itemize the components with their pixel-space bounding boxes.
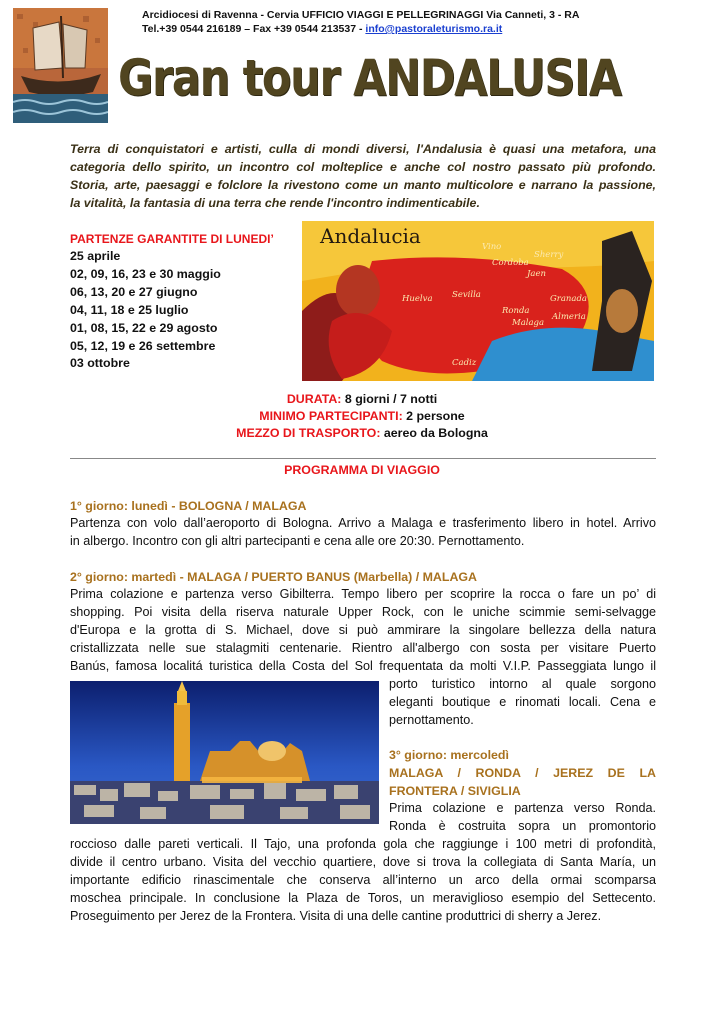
- day3-line: divide il centro urbano. Visita del vecchio quartiere, dove si trova la collegiata di Santa María, un: [70, 854, 656, 869]
- departure-dates-list: [70, 248, 221, 373]
- page-title: Gran tour ANDALUSIA: [118, 49, 621, 107]
- day2-side-line: eleganti boutique e rinomati locali. Cena e: [389, 694, 656, 709]
- intro-line: Terra di conquistatori e artisti, culla di mondi diversi, l'Andalusia è quasi una metafora, una: [70, 142, 656, 156]
- header-phone-fax: Tel.+39 0544 216189 – Fax +39 0544 213537 -: [142, 23, 366, 35]
- header-contacts: [142, 23, 502, 35]
- min-participants-label: MINIMO PARTECIPANTI:: [259, 409, 403, 423]
- day3-title-line: MALAGA / RONDA / JEREZ DE LA: [389, 765, 656, 780]
- ship-mosaic-logo: [13, 8, 108, 123]
- day3-side-line: Prima colazione e partenza verso Ronda.: [389, 801, 656, 815]
- day1-title: 1° giorno: lunedì - BOLOGNA / MALAGA: [70, 499, 307, 513]
- poster-city: Jaen: [527, 269, 546, 279]
- andalucia-poster-image: [302, 221, 654, 381]
- departure-date: 02, 09, 16, 23 e 30 maggio: [70, 266, 221, 281]
- day1-text: [70, 515, 656, 551]
- day1-line: Partenza con volo dall’aeroporto di Bologna. Arrivo a Malaga e trasferimento libero in hotel. Arrivo: [70, 516, 656, 530]
- day2-line: Prima colazione e partenza verso Gibilterra. Tempo libero per scoprire la rocca o fare un po’ di: [70, 587, 656, 601]
- poster-city: Huelva: [402, 294, 433, 304]
- poster-city: Malaga: [512, 318, 545, 328]
- transport-label: MEZZO DI TRASPORTO:: [236, 426, 381, 440]
- day2-side-line: porto turistico intorno al quale sorgono: [389, 677, 656, 691]
- min-participants-row: [0, 409, 724, 423]
- poster-word: Andalucia: [320, 224, 421, 248]
- program-title: PROGRAMMA DI VIAGGIO: [284, 463, 440, 477]
- day3-side-text: [389, 800, 656, 836]
- day3-line: Proseguimento per Jerez de la Frontera. Visita di una delle cantine produttrici di sherry a Jerez.: [70, 908, 602, 923]
- day3-line: moschea principale. In conclusione la Plaza de Toros, un meraviglioso esempio del Settecento.: [70, 890, 656, 905]
- day2-side-line: pernottamento.: [389, 712, 474, 727]
- day2-line: d'Europa e la grotta di S. Michael, dove si può ammirare la singolare bellezza della natura: [70, 622, 656, 637]
- poster-city: Granada: [550, 294, 587, 304]
- departures-heading: PARTENZE GARANTITE DI LUNEDI’: [70, 232, 274, 246]
- duration-label: DURATA:: [286, 392, 342, 406]
- duration-value: 8 giorni / 7 notti: [341, 392, 438, 406]
- day2-line: Banús, famosa localitá turistica della Costa del Sol frequentata da molti V.I.P. Passeggiata lungo il: [70, 658, 656, 673]
- day3-line: roccioso dalle pareti verticali. Il Tajo, una profonda gola che raggiunge i 100 metri di profondità,: [70, 837, 656, 851]
- transport-row: [0, 426, 724, 440]
- departure-date: 05, 12, 19 e 26 settembre: [70, 338, 216, 353]
- poster-city: Cadiz: [452, 358, 477, 368]
- day3-line: importante edificio rinascimentale che conserva all’interno un arco della ormai scomparsa: [70, 872, 656, 887]
- poster-city: Ronda: [502, 306, 530, 316]
- day3-text: [70, 836, 656, 926]
- min-participants-value: 2 persone: [402, 409, 465, 423]
- day2-line: shopping. Poi visita della riserva naturale Upper Rock, con le uniche scimmie semi-selvagge: [70, 604, 656, 619]
- day3-title-line: 3° giorno: mercoledì: [389, 748, 509, 762]
- transport-value: aereo da Bologna: [380, 426, 488, 440]
- intro-line: Storia, arte, paesaggi e folclore la rivestono come un manto multicolore e narrano la passione,: [70, 178, 656, 192]
- day3-side-line: Ronda è costruita sopra un promontorio: [389, 818, 656, 833]
- header-email-link[interactable]: info@pastoraleturismo.ra.it: [365, 23, 503, 35]
- section-divider: [70, 458, 656, 459]
- intro-paragraph: [70, 140, 656, 212]
- duration-row: [0, 392, 724, 406]
- day2-text: [70, 586, 656, 676]
- day3-title: [389, 747, 656, 801]
- departure-date: 01, 08, 15, 22 e 29 agosto: [70, 320, 218, 335]
- poster-city: Cordoba: [492, 258, 529, 268]
- departure-date: 25 aprile: [70, 249, 121, 263]
- intro-line: la vitalità, la fantasia di una terra che rende l'incontro indimenticabile.: [70, 196, 480, 210]
- departure-date: 06, 13, 20 e 27 giugno: [70, 284, 198, 299]
- departure-date: 04, 11, 18 e 25 luglio: [70, 302, 189, 317]
- departure-date: 03 ottobre: [70, 356, 130, 371]
- seville-night-photo: [70, 681, 379, 824]
- intro-line: categoria dello spirito, un incontro col molteplice e anche col nostro passato più profondo.: [70, 160, 656, 174]
- day2-line: cristallizzata nelle sue stalagmiti centenarie. Rientro all'albergo con sosta per visitare Puerto: [70, 640, 656, 655]
- day3-title-line: FRONTERA / SIVIGLIA: [389, 783, 521, 798]
- poster-city: Vino: [482, 242, 502, 252]
- poster-city: Sevilla: [452, 290, 481, 300]
- day2-side-text: [389, 676, 656, 730]
- day2-title: 2° giorno: martedì - MALAGA / PUERTO BANUS (Marbella) / MALAGA: [70, 570, 477, 584]
- poster-city: Sherry: [534, 250, 564, 260]
- header-address: Arcidiocesi di Ravenna - Cervia UFFICIO VIAGGI E PELLEGRINAGGI Via Canneti, 3 - RA: [142, 9, 580, 21]
- day1-line: in albergo. Incontro con gli altri partecipanti e cena alle ore 20:30. Pernottamento.: [70, 533, 525, 548]
- poster-city: Almeria: [552, 312, 586, 322]
